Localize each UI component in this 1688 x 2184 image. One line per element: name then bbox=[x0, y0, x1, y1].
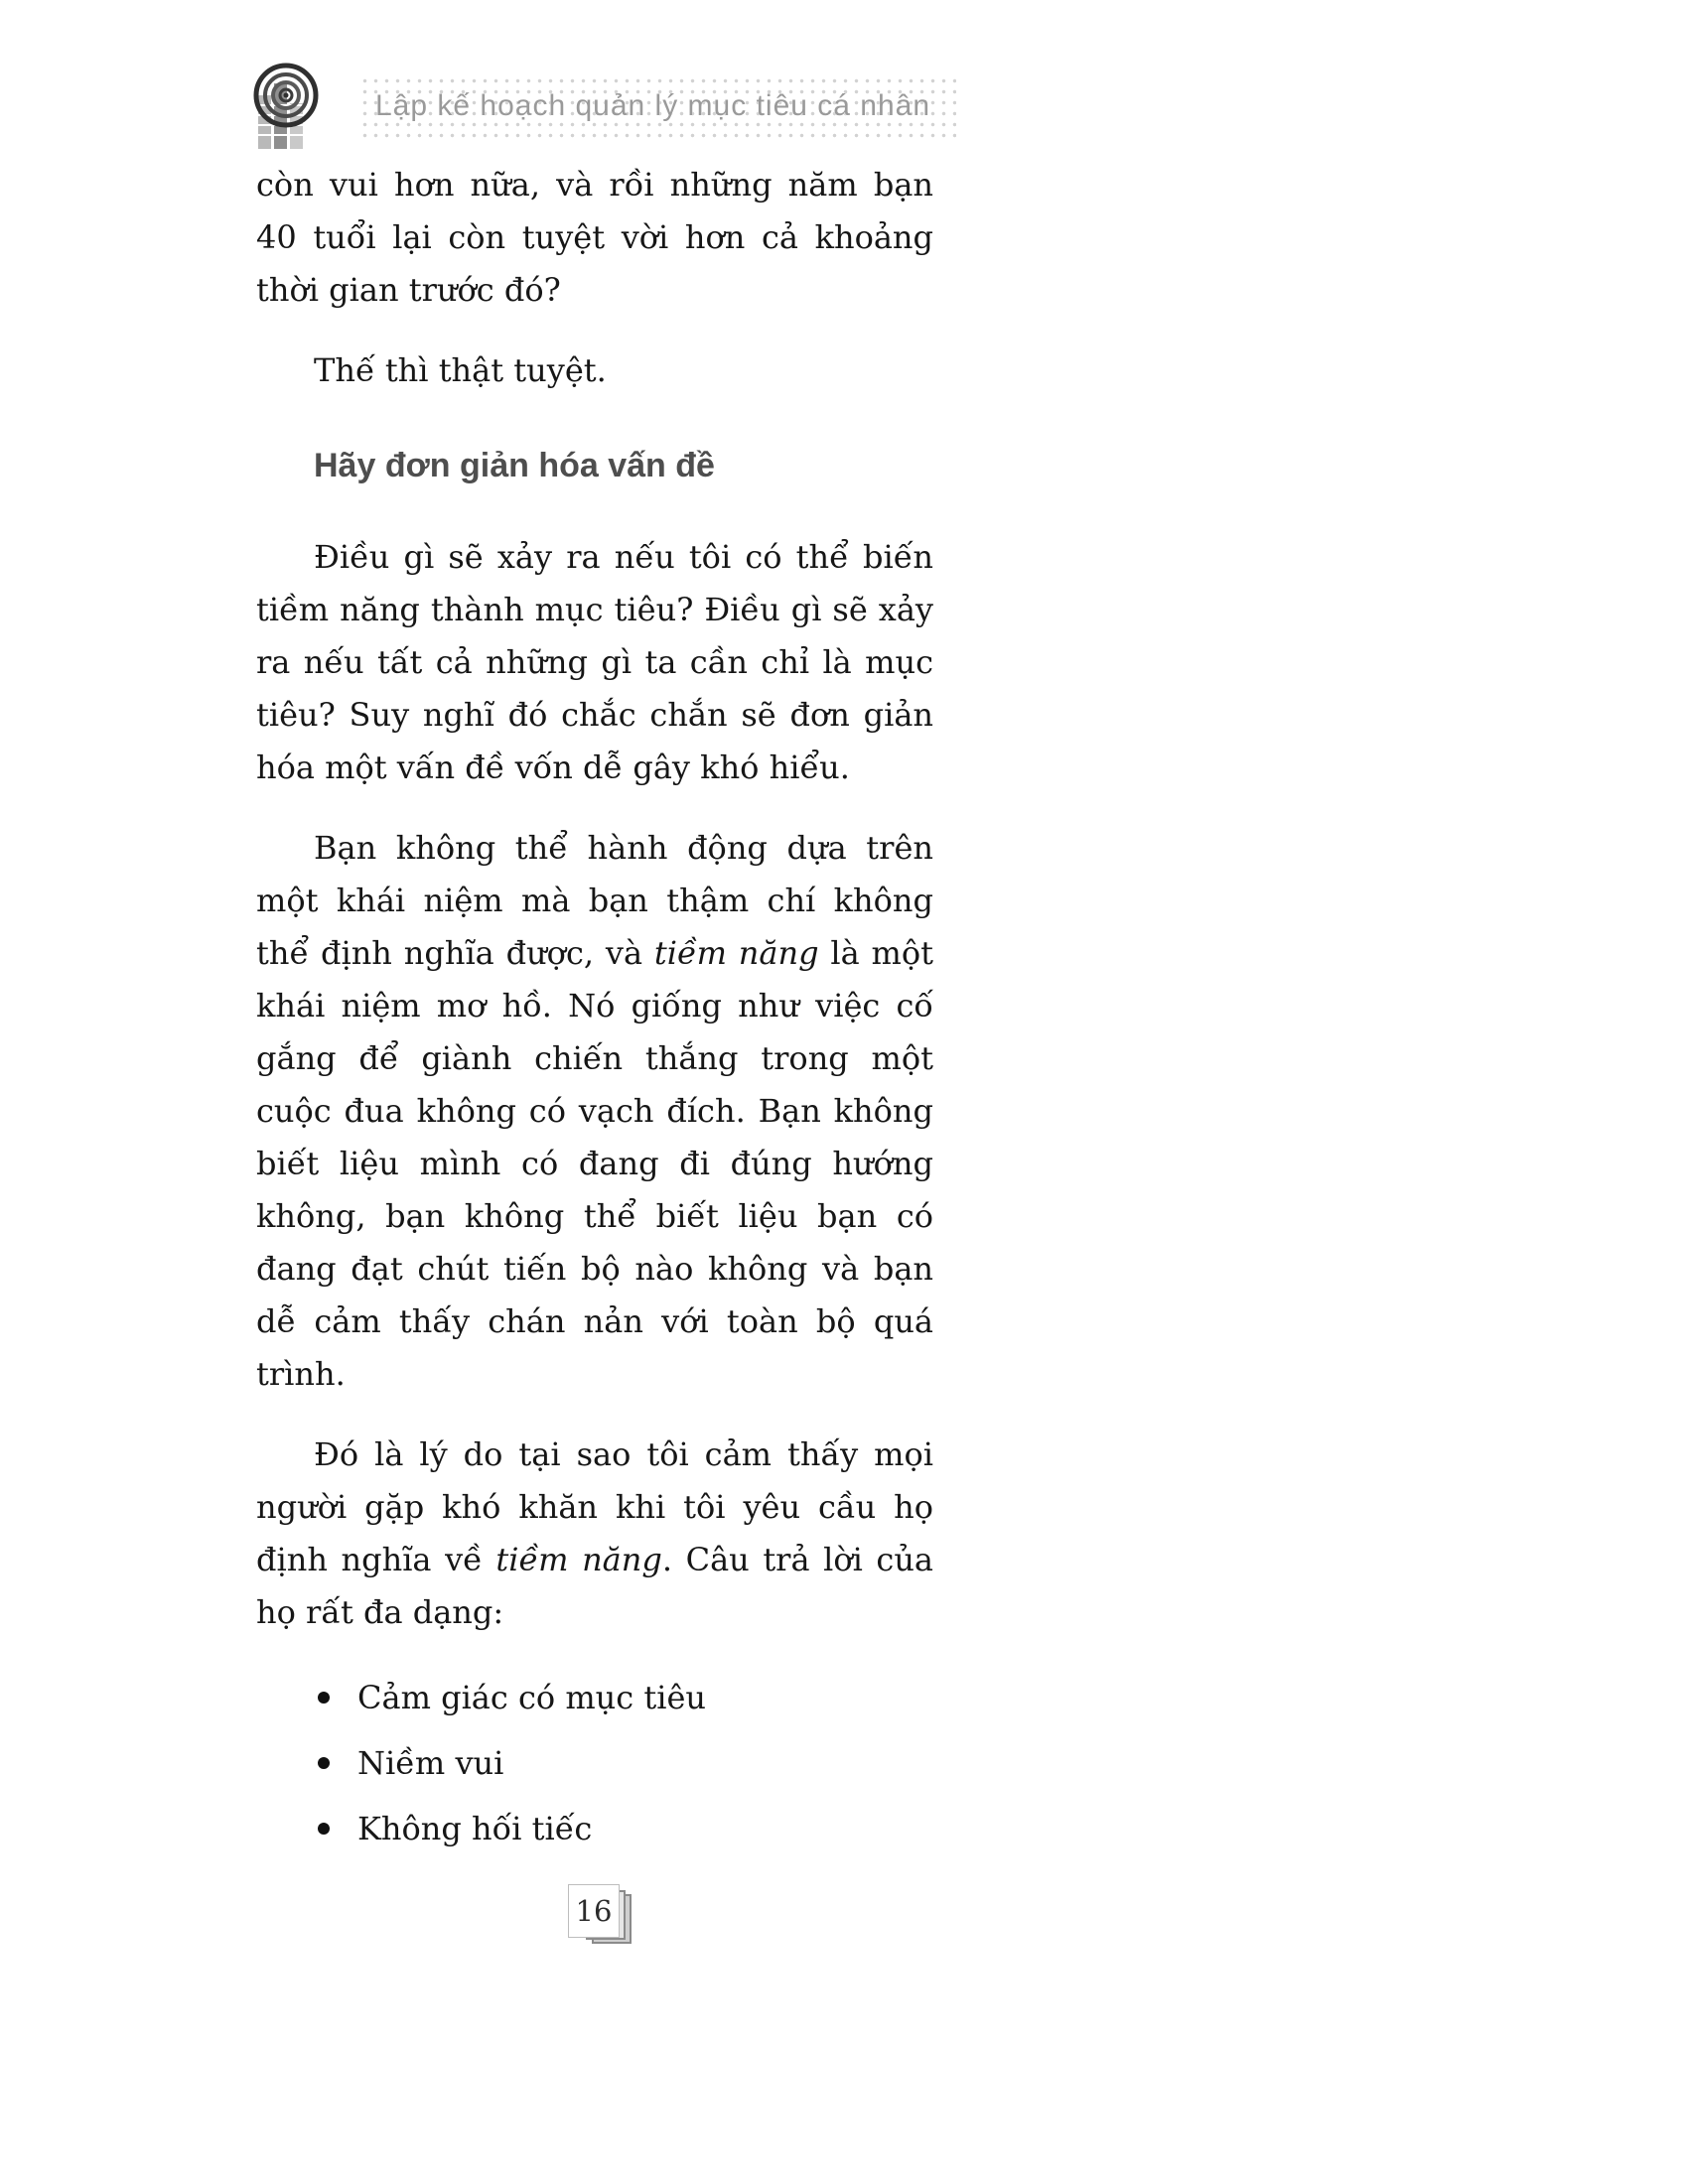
answers-bullet-list bbox=[256, 1677, 933, 1849]
list-item: Cảm giác có mục tiêu bbox=[256, 1677, 933, 1718]
page-number: 16 bbox=[568, 1884, 620, 1938]
page-header bbox=[250, 60, 1005, 154]
paragraph-text: Bạn không thể hành động dựa trên một khái niệm mà bạn thậm chí không thể định nghĩa được, và bbox=[256, 829, 933, 972]
paragraph: Điều gì sẽ xảy ra nếu tôi có thể biến tiềm năng thành mục tiêu? Điều gì sẽ xảy ra nếu tất cả những gì ta cần chỉ là mục tiêu? Suy nghĩ đó chắc chắn sẽ đơn giản hóa một vấn đề vốn dễ gây khó hiểu. bbox=[256, 538, 933, 786]
page-content bbox=[256, 159, 933, 1873]
target-chart-logo-icon bbox=[250, 62, 342, 153]
header-title-background bbox=[359, 75, 956, 139]
paragraph-continuation: còn vui hơn nữa, và rồi những năm bạn 40 tuổi lại còn tuyệt vời hơn cả khoảng thời gian trước đó? bbox=[256, 166, 933, 309]
section-heading: Hãy đơn giản hóa vấn đề bbox=[314, 447, 715, 484]
paragraph-short: Thế thì thật tuyệt. bbox=[314, 351, 607, 389]
paragraph-text: . Câu trả lời của họ rất đa dạng: bbox=[256, 1541, 934, 1631]
list-item: Không hối tiếc bbox=[256, 1808, 933, 1849]
italic-term: tiềm năng bbox=[653, 934, 819, 972]
list-item: Niềm vui bbox=[256, 1742, 933, 1784]
italic-term: tiềm năng bbox=[495, 1541, 662, 1578]
header-title: Lập kế hoạch quản lý mục tiêu cá nhân bbox=[375, 88, 931, 122]
page-footer bbox=[568, 1884, 647, 1950]
paragraph-text: Đó là lý do tại sao tôi cảm thấy mọi người gặp khó khăn khi tôi yêu cầu họ định nghĩa về bbox=[256, 1435, 933, 1578]
paragraph bbox=[256, 1429, 933, 1639]
paragraph-text: là một khái niệm mơ hồ. Nó giống như việc cố gắng để giành chiến thắng trong một cuộc đua không có vạch đích. Bạn không biết liệu mình có đang đi đúng hướng không, bạn không thể biết liệu bạn có đang đạt chút tiến bộ nào không và bạn dễ cảm thấy chán nản với toàn bộ quá trình. bbox=[256, 934, 934, 1393]
logo-svg bbox=[250, 62, 342, 153]
paragraph bbox=[256, 822, 933, 1401]
